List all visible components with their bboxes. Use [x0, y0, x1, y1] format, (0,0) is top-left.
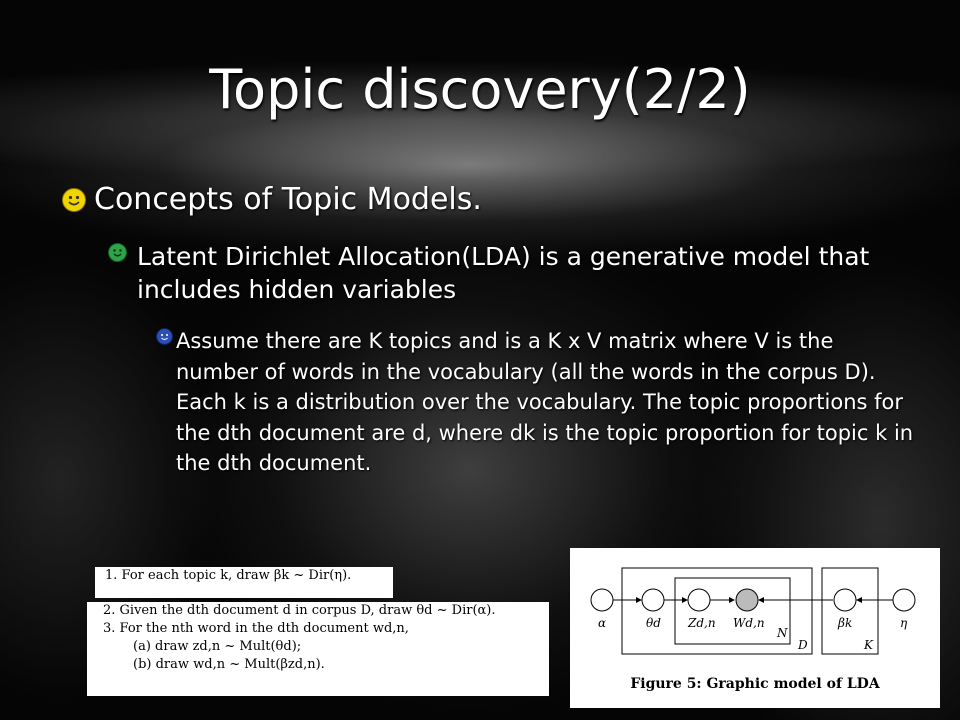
eta-label: η	[900, 616, 908, 630]
algorithm-step-2: 2. Given the dth document d in corpus D, draw θd ~ Dir(α).	[103, 603, 496, 618]
w-node	[736, 589, 758, 611]
algorithm-steps-box	[87, 602, 549, 696]
algorithm-step-3: 3. For the nth word in the dth document wd,n,	[103, 621, 409, 636]
theta-label: θd	[646, 616, 661, 630]
eta-node	[893, 589, 915, 611]
plate-d-label: D	[798, 638, 808, 652]
theta-node	[642, 589, 664, 611]
z-node	[688, 589, 710, 611]
plate-n-label: N	[777, 626, 788, 640]
alpha-label: α	[598, 616, 607, 630]
beta-node	[834, 589, 856, 611]
figure-caption: Figure 5: Graphic model of LDA	[630, 676, 880, 692]
w-label: Wd,n	[733, 616, 765, 630]
smiley-bullet-icon	[62, 188, 86, 212]
algorithm-step-3b: (b) draw wd,n ~ Mult(βzd,n).	[133, 657, 325, 672]
z-label: Zd,n	[688, 616, 716, 630]
plate-k-label: K	[864, 638, 873, 652]
bullet-level-3: Assume there are K topics and is a K x V matrix where V is the number of words in the vocabulary (all the words in the corpus D). Each k is a distribution over the vocabulary. The topic proportions for the dth document are d, where dk is the topic proportion for topic k in the dth document.	[176, 329, 914, 475]
alpha-node	[591, 589, 613, 611]
plate-n	[675, 578, 790, 644]
lda-graphical-model-figure	[570, 548, 940, 708]
algorithm-step-1-box	[95, 567, 393, 598]
slide-title: Topic discovery(2/2)	[209, 58, 751, 121]
lda-plate-diagram	[570, 548, 940, 673]
bullet-level-2: Latent Dirichlet Allocation(LDA) is a generative model that includes hidden variables	[137, 242, 870, 304]
smiley-bullet-icon	[108, 243, 127, 262]
bullet-level-1: Concepts of Topic Models.	[94, 182, 482, 217]
algorithm-step-1: 1. For each topic k, draw βk ~ Dir(η).	[105, 568, 352, 583]
algorithm-step-3a: (a) draw zd,n ~ Mult(θd);	[133, 639, 302, 654]
smiley-bullet-icon	[156, 328, 173, 345]
beta-label: βk	[838, 616, 853, 630]
